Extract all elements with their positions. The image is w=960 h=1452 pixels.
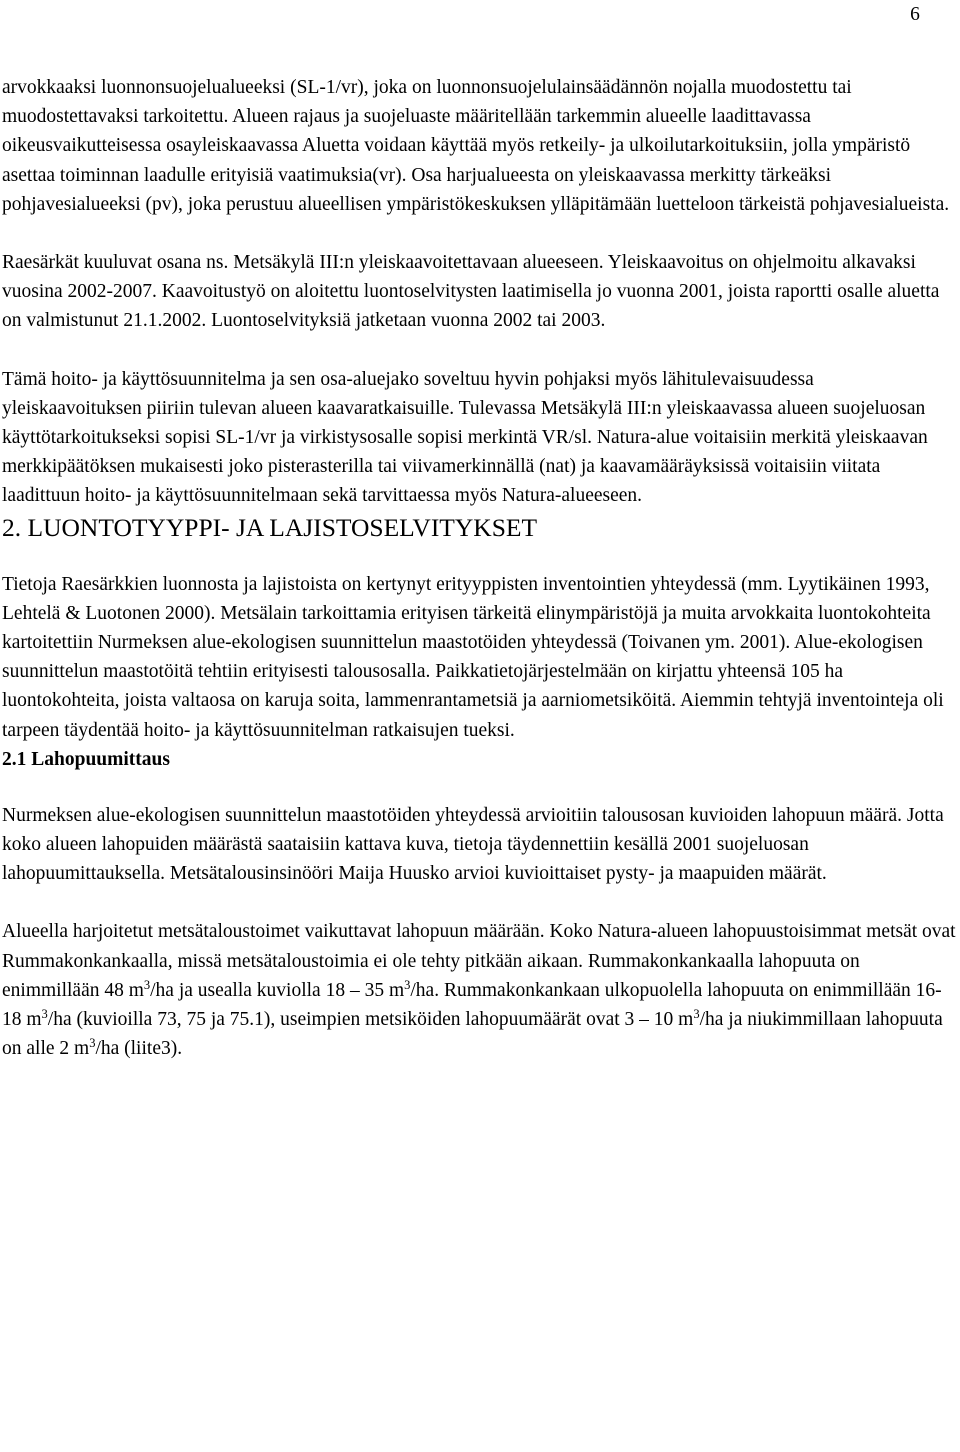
document-body	[2, 73, 958, 1063]
superscript-3: 3	[41, 1007, 48, 1022]
text-run: Alueella harjoitetut metsätaloustoimet vaikuttavat lahopuun määrään. Koko Natura-alueen lahopuustoisimmat metsät ovat Rummakonkankaalla, missä metsätaloustoimia ei ole tehty pitkään aikaan. Rummakonkankaalla lahopuuta on enimmillään 48 m	[2, 921, 956, 1001]
text-run: /ha (liite3).	[95, 1038, 183, 1060]
superscript-3: 3	[89, 1036, 96, 1051]
paragraph-zoning: arvokkaaksi luonnonsuojelualueeksi (SL-1/vr), joka on luonnonsuojelulainsäädännön nojalla muodostettu tai muodostettavaksi tarkoitettu. Alueen rajaus ja suojeluaste määritellään tarkemmin alueelle laadittavassa oikeusvaikutteisessa osayleiskaavassa Aluetta voidaan käyttää myös retkeily- ja ulkoilutarkoituksiin, jolla ympäristö asettaa toiminnan laadulle erityisiä vaatimuksia(vr). Osa harjualueesta on yleiskaavassa merkitty tärkeäksi pohjavesialueeksi (pv), joka perustuu alueellisen ympäristökeskuksen ylläpitämään luetteloon tärkeistä pohjavesialueista.	[2, 77, 950, 215]
superscript-3: 3	[404, 977, 411, 992]
paragraph-inventories: Tietoja Raesärkkien luonnosta ja lajistoista on kertynyt erityyppisten inventointien yhteydessä (mm. Lyytikäinen 1993, Lehtelä & Luotonen 2000). Metsälain tarkoittamia erityisen tärkeitä elinympäristöjä ja muita arvokkaita luontokohteita kartoitettiin Nurmeksen alue-ekologisen suunnittelun maastotöiden yhteydessä (Toivanen ym. 2001). Alue-ekologisen suunnittelun maastotöitä tehtiin erityisesti talousosalla. Paikkatietojärjestelmään on kirjattu yhteensä 105 ha luontokohteita, joista valtaosa on karuja soita, lammenrantametsiä ja aarniometsiköitä. Aiemmin tehtyjä inventointeja oli tarpeen täydentää hoito- ja käyttösuunnitelman ratkaisujen tueksi.	[2, 573, 944, 741]
paragraph-deadwood-measurement: Nurmeksen alue-ekologisen suunnittelun maastotöiden yhteydessä arvioitiin talousosan kuvioiden lahopuun määrä. Jotta koko alueen lahopuiden määrästä saataisiin kattava kuva, tietoja täydennettiin kesällä 2001 suojeluosan lahopuumittauksella. Metsätalousinsinööri Maija Huusko arvioi kuvioittaiset pysty- ja maapuiden määrät.	[2, 804, 944, 885]
text-run: /ha ja usealla kuviolla 18 – 35 m	[150, 979, 405, 1001]
subsection-heading-2-1: 2.1 Lahopuumittaus	[2, 748, 170, 770]
superscript-3: 3	[693, 1007, 700, 1022]
section-heading-2: 2. LUONTOTYYPPI- JA LAJISTOSELVITYKSET	[2, 512, 538, 542]
paragraph-general-plan: Raesärkät kuuluvat osana ns. Metsäkylä III:n yleiskaavoitettavaan alueeseen. Yleiskaavoitus on ohjelmoitu alkavaksi vuosina 2002-2007. Kaavoitustyö on aloitettu luontoselvitysten laatimisella jo vuonna 2001, joista raportti osalle aluetta on valmistunut 21.1.2002. Luontoselvityksiä jatketaan vuonna 2002 tai 2003.	[2, 252, 940, 332]
text-run: /ha. Rummakonkankaan ulkopuolella lahopuuta on enimmillään 16-18 m	[2, 979, 942, 1031]
superscript-3: 3	[143, 977, 151, 992]
text-run: /ha ja niukimmillaan lahopuuta on alle 2 m	[2, 1009, 943, 1060]
paragraph-deadwood-amounts	[2, 917, 958, 1063]
page-number: 6	[910, 4, 920, 25]
text-run: /ha (kuvioilla 73, 75 ja 75.1), useimpien metsiköiden lahopuumäärät ovat 3 – 10 m	[47, 1009, 694, 1031]
paragraph-management-plan: Tämä hoito- ja käyttösuunnitelma ja sen osa-aluejako soveltuu hyvin pohjaksi myös lähitulevaisuudessa yleiskaavoituksen piiriin tulevan alueen kaavaratkaisuille. Tulevassa Metsäkylä III:n yleiskaavassa alueen suojeluosan käyttötarkoitukseksi sopisi SL-1/vr ja virkistysosalle sopisi merkintä VR/sl. Natura-alue voitaisiin merkitä yleiskaavan merkkipäätöksen mukaisesti joko pisterasterilla tai viivamerkinnällä (nat) ja kaavamääräyksissä voitaisiin viitata laadittuun hoito- ja käyttösuunnitelmaan sekä tarvittaessa myös Natura-alueeseen.	[2, 368, 928, 507]
